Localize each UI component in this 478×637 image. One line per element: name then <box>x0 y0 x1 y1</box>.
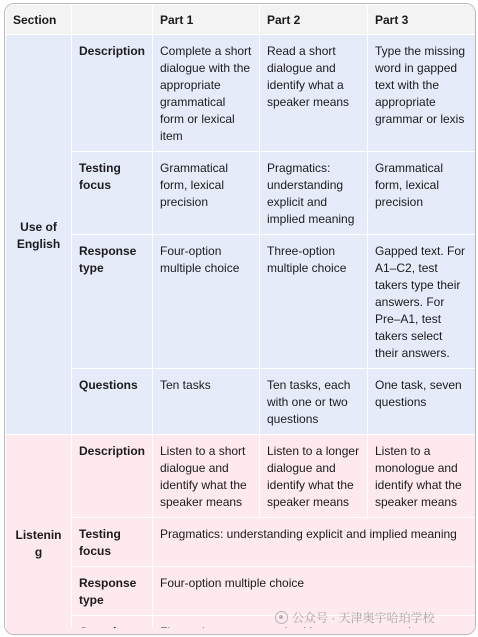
header-empty <box>72 5 153 35</box>
wechat-icon <box>275 611 288 624</box>
cell: Gapped text. For A1–C2, test takers type their answers. For Pre–A1, test takers select their answers. <box>368 235 476 369</box>
cell: Three-option multiple choice <box>260 235 368 369</box>
cell: Listen to a monologue and identify what the speaker means <box>368 435 476 518</box>
cell: Type the missing word in gapped text with the appropriate grammar or lexis <box>368 35 476 152</box>
watermark-text: 公众号 · 天津奥宇哈珀学校 <box>292 611 435 625</box>
watermark <box>275 609 435 626</box>
row-label-description: Description <box>72 35 153 152</box>
row-label-questions: Questions <box>72 369 153 435</box>
table-row <box>6 35 476 152</box>
cell: Complete a short dialogue with the appropriate grammatical form or lexical item <box>153 35 260 152</box>
row-label-testing-focus: Testing focus <box>72 518 153 567</box>
cell: One task, seven questions <box>368 369 476 435</box>
cell: Four-option multiple choice <box>153 235 260 369</box>
header-part-1: Part 1 <box>153 5 260 35</box>
header-row <box>6 5 476 35</box>
header-part-2: Part 2 <box>260 5 368 35</box>
table-row <box>6 518 476 567</box>
cell: Listen to a longer dialogue and identify what the speaker means <box>260 435 368 518</box>
exam-structure-table <box>5 4 476 635</box>
exam-structure-table-frame <box>4 3 476 635</box>
cell-merged: Four-option multiple choice <box>153 567 476 616</box>
table-row <box>6 369 476 435</box>
cell-merged: Pragmatics: understanding explicit and implied meaning <box>153 518 476 567</box>
table-bottom-fill <box>5 628 475 634</box>
row-label-response-type: Response type <box>72 235 153 369</box>
section-listening: Listening <box>6 435 72 636</box>
cell: Ten tasks, each with one or two questions <box>260 369 368 435</box>
row-label-description: Description <box>72 435 153 518</box>
cell: Grammatical form, lexical precision <box>153 152 260 235</box>
table-row <box>6 235 476 369</box>
cell: Ten tasks <box>153 369 260 435</box>
cell: Listen to a short dialogue and identify what the speaker means <box>153 435 260 518</box>
section-use-of-english: Use of English <box>6 35 72 435</box>
cell: Pragmatics: understanding explicit and implied meaning <box>260 152 368 235</box>
row-label-testing-focus: Testing focus <box>72 152 153 235</box>
table-row <box>6 152 476 235</box>
cell: Grammatical form, lexical precision <box>368 152 476 235</box>
table-row <box>6 435 476 518</box>
cell: Read a short dialogue and identify what a speaker means <box>260 35 368 152</box>
header-part-3: Part 3 <box>368 5 476 35</box>
row-label-response-type: Response type <box>72 567 153 616</box>
header-section: Section <box>6 5 72 35</box>
